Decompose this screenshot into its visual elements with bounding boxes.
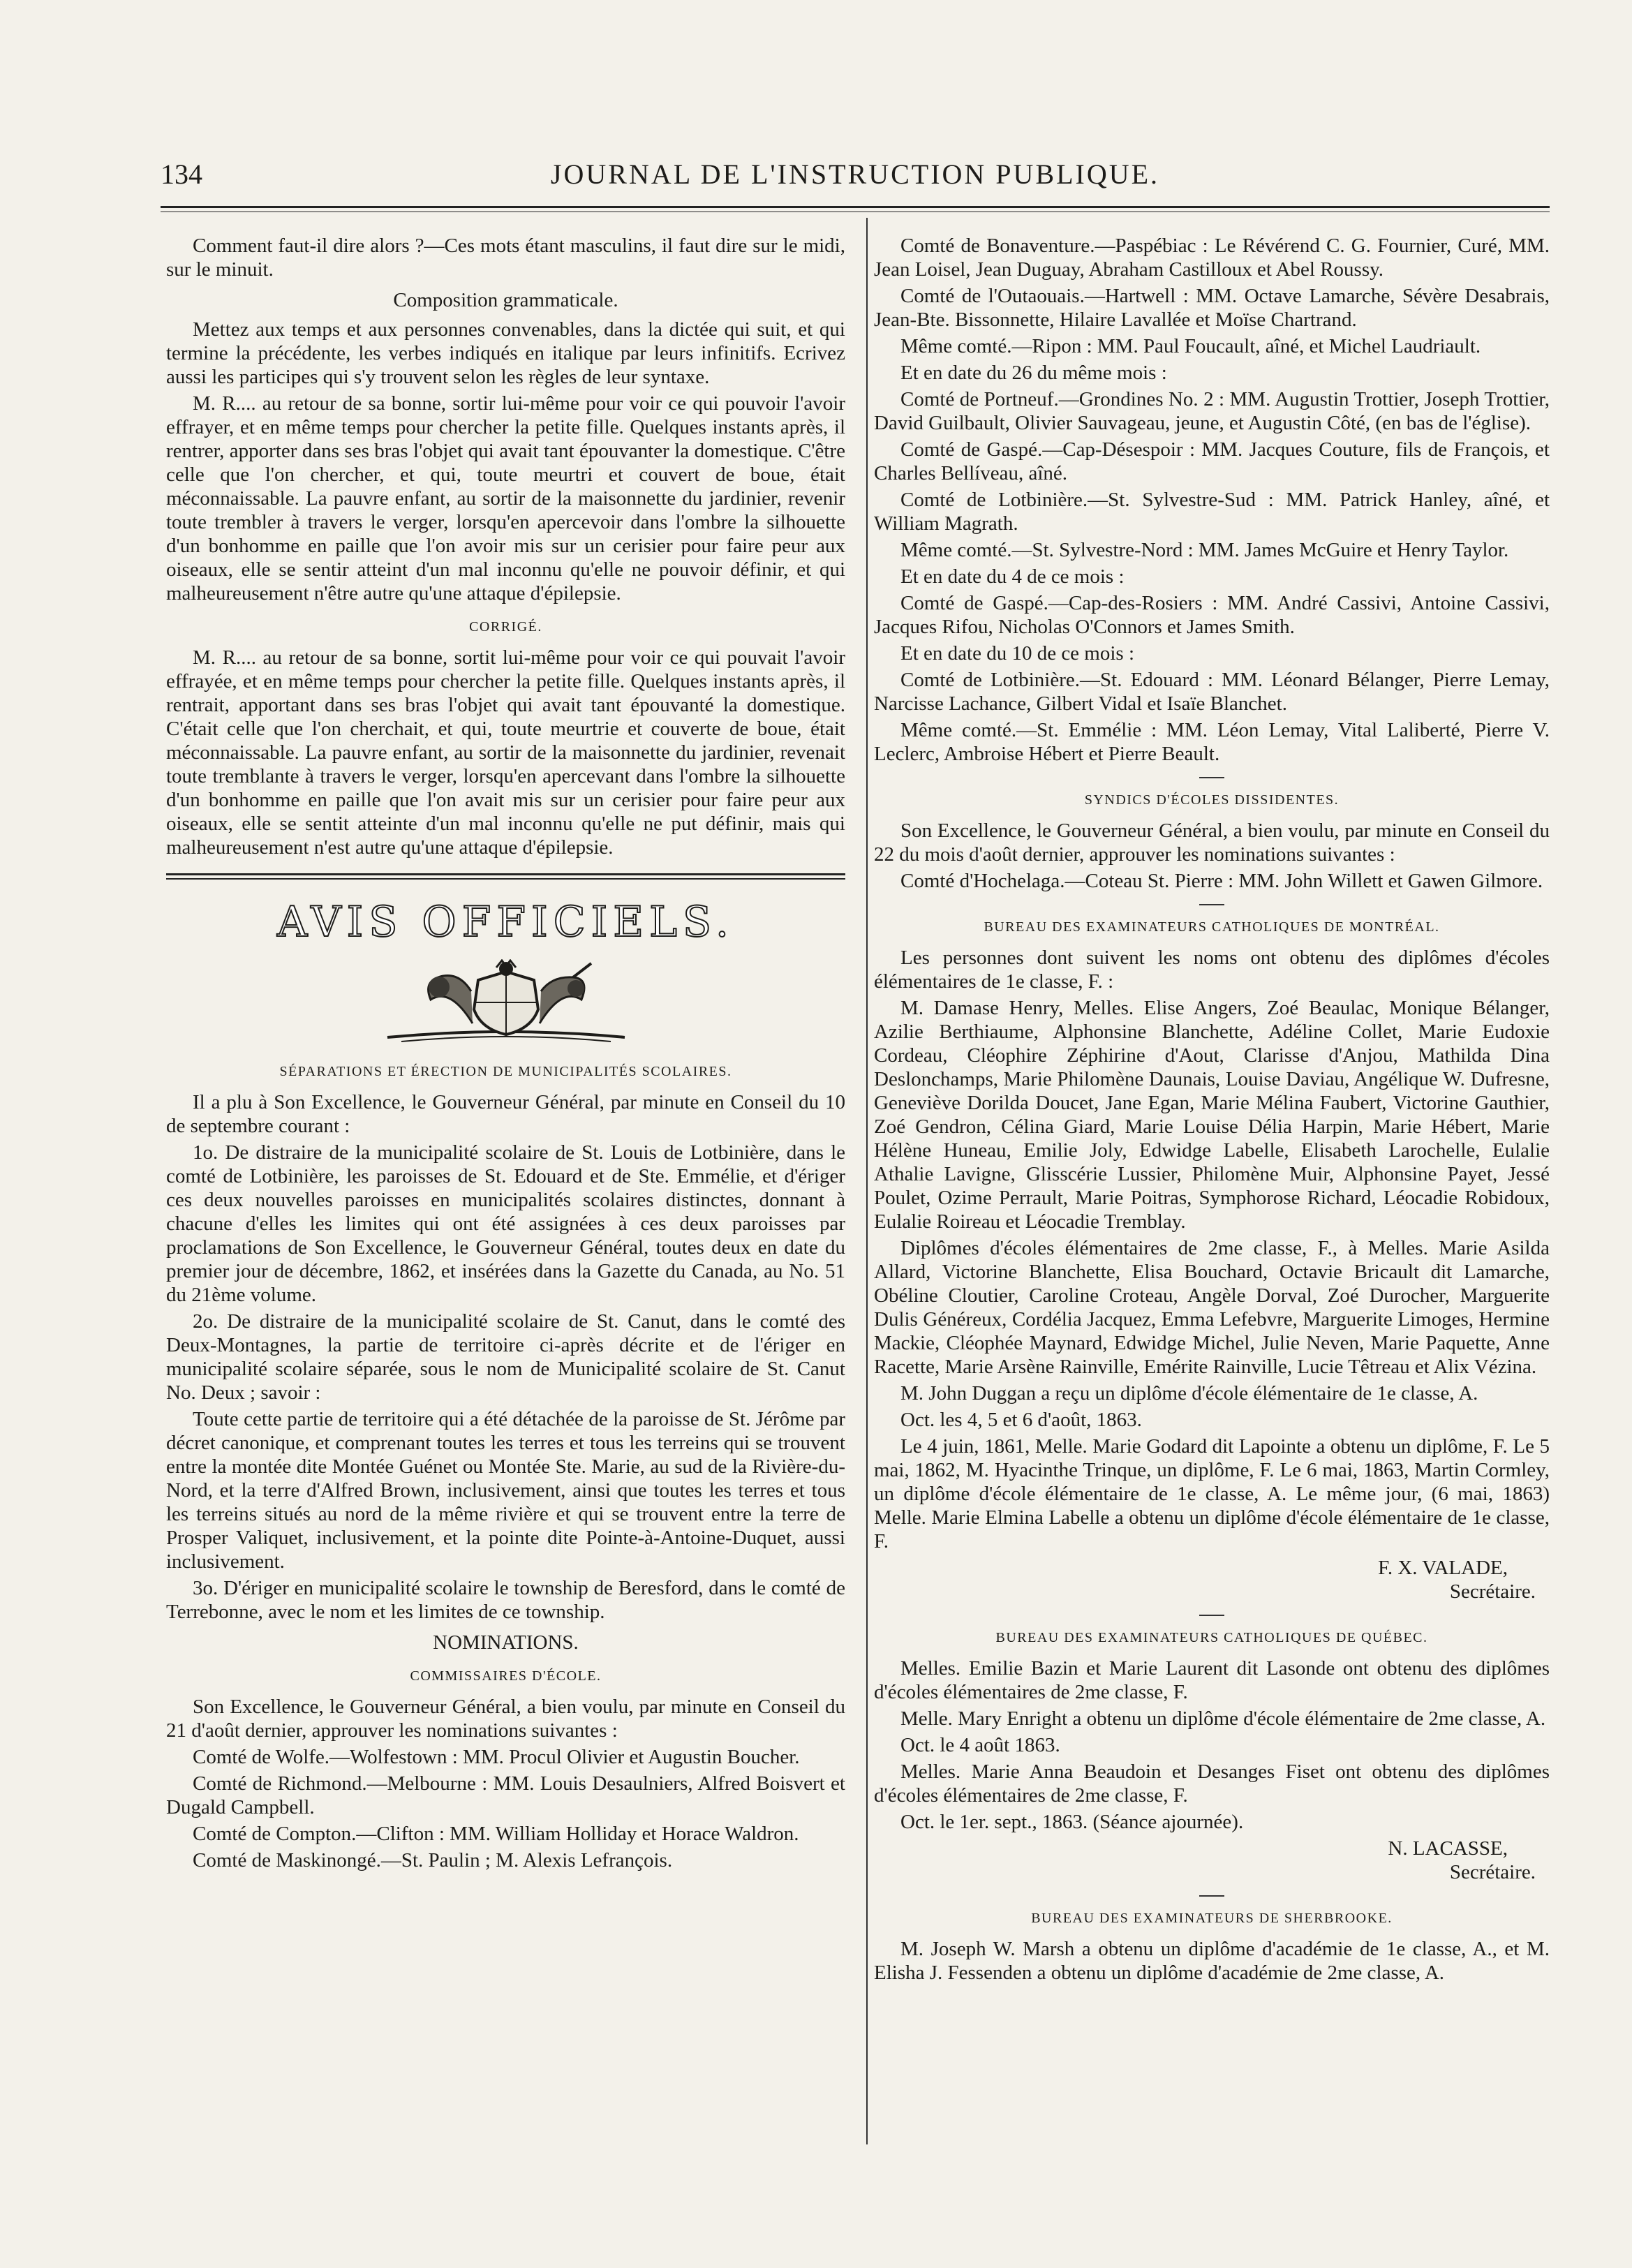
paragraph: Et en date du 10 de ce mois : <box>900 642 1135 665</box>
paragraph: 3o. D'ériger en municipalité scolaire le township de Beresford, dans le comté de Terrebonne, avec le nom et les limites de ce township. <box>166 1577 845 1623</box>
paragraph: M. Joseph W. Marsh a obtenu un diplôme d'académie de 1e classe, A., et M. Elisha J. Fessenden a obtenu un diplôme d'académie de 2me classe, A. <box>874 1938 1550 1984</box>
paragraph: Il a plu à Son Excellence, le Gouverneur Général, par minute en Conseil du 10 de septembre courant : <box>166 1091 845 1137</box>
paragraph: Oct. le 4 août 1863. <box>900 1734 1060 1756</box>
section-divider <box>1199 904 1224 905</box>
section-heading: BUREAU DES EXAMINATEURS CATHOLIQUES DE MONTRÉAL. <box>984 919 1440 935</box>
column-divider <box>866 218 868 2144</box>
section-heading: NOMINATIONS. <box>433 1631 579 1654</box>
left-column <box>166 234 845 1875</box>
paragraph: Comté de Compton.—Clifton : MM. William Holliday et Horace Waldron. <box>193 1823 799 1845</box>
paragraph: Diplômes d'écoles élémentaires de 2me classe, F., à Melles. Marie Asilda Allard, Victorine Blanchette, Elisa Bouchard, Octavie Bricault dit Lamarche, Obéline Cloutier, Caroline Croteau, Angèle Dorval, Zoé Durocher, Marguerite Dulis Généreux, Cordélia Jacquez, Emma Lefebvre, Marguerite Limoges, Hermine Mackie, Cléophée Maynard, Edwidge Michel, Julie Neven, Marie Paquette, Anne Racette, Marie Arsène Rainville, Emérite Rainville, Lucie Têtreau et Alix Vézina. <box>874 1237 1550 1378</box>
running-title: JOURNAL DE L'INSTRUCTION PUBLIQUE. <box>550 158 1160 190</box>
paragraph: Même comté.—St. Emmélie : MM. Léon Lemay, Vital Laliberté, Pierre V. Leclerc, Ambroise Hébert et Pierre Beault. <box>874 719 1550 765</box>
paragraph: Et en date du 26 du même mois : <box>900 362 1167 384</box>
paragraph: Comté de Portneuf.—Grondines No. 2 : MM. Augustin Trottier, Joseph Trottier, David Guilbault, Olivier Sauvageau, jeune, et Augustin Côté, (en bas de l'église). <box>874 388 1550 434</box>
coat-of-arms-emblem <box>373 959 639 1050</box>
avis-officiels-title: AVIS OFFICIELS. <box>277 898 734 947</box>
paragraph: Son Excellence, le Gouverneur Général, a bien voulu, par minute en Conseil du 21 d'août dernier, approuver les nominations suivantes : <box>166 1696 845 1742</box>
paragraph: Comté de Wolfe.—Wolfestown : MM. Procul Olivier et Augustin Boucher. <box>193 1746 800 1768</box>
paragraph: Oct. le 1er. sept., 1863. (Séance ajournée). <box>900 1811 1244 1833</box>
section-divider <box>1199 1895 1224 1897</box>
section-divider <box>1199 1615 1224 1616</box>
paragraph: Comté de l'Outaouais.—Hartwell : MM. Octave Lamarche, Sévère Desabrais, Jean-Bte. Bissonnette, Hilaire Lavallée et Moïse Chartrand. <box>874 285 1550 331</box>
section-heading: SÉPARATIONS ET ÉRECTION DE MUNICIPALITÉS SCOLAIRES. <box>279 1064 732 1079</box>
section-heading: SYNDICS D'ÉCOLES DISSIDENTES. <box>1084 792 1340 808</box>
paragraph: Son Excellence, le Gouverneur Général, a bien voulu, par minute en Conseil du 22 du mois d'août dernier, approuver les nominations suivantes : <box>874 820 1550 866</box>
signature-title: Secrétaire. <box>1449 1580 1536 1603</box>
header-rule <box>161 206 1550 212</box>
paragraph: Oct. les 4, 5 et 6 d'août, 1863. <box>900 1409 1142 1431</box>
right-column <box>874 234 1550 1987</box>
paragraph: Melle. Mary Enright a obtenu un diplôme d'école élémentaire de 2me classe, A. <box>900 1707 1546 1730</box>
section-heading: BUREAU DES EXAMINATEURS CATHOLIQUES DE QUÉBEC. <box>995 1630 1428 1645</box>
paragraph: Le 4 juin, 1861, Melle. Marie Godard dit Lapointe a obtenu un diplôme, F. Le 5 mai, 1862, M. Hyacinthe Trinque, un diplôme, F. Le 6 mai, 1863, Martin Cormley, un diplôme d'école élémentaire de 1e classe, A. Le même jour, (6 mai, 1863) Melle. Marie Elmina Labelle a obtenu un diplôme d'école élémentaire de 1e classe, F. <box>874 1435 1550 1552</box>
paragraph: Comté de Maskinongé.—St. Paulin ; M. Alexis Lefrançois. <box>193 1849 673 1872</box>
paragraph: Comment faut-il dire alors ?—Ces mots étant masculins, il faut dire sur le midi, sur le minuit. <box>166 235 845 281</box>
signature-title: Secrétaire. <box>1449 1861 1536 1883</box>
paragraph: Comté de Richmond.—Melbourne : MM. Louis Desaulniers, Alfred Boisvert et Dugald Campbell. <box>166 1772 845 1818</box>
section-heading: Composition grammaticale. <box>393 289 618 311</box>
paragraph: 2o. De distraire de la municipalité scolaire de St. Canut, dans le comté des Deux-Montagnes, la partie de territoire ci-après décrite et de l'ériger en municipalité scolaire séparée, sous le nom de Municipalité scolaire de St. Canut No. Deux ; savoir : <box>166 1310 845 1404</box>
paragraph: Comté de Bonaventure.—Paspébiac : Le Révérend C. G. Fournier, Curé, MM. Jean Loisel, Jean Duguay, Abraham Castilloux et Abel Roussy. <box>874 235 1550 281</box>
paragraph: Comté de Lotbinière.—St. Edouard : MM. Léonard Bélanger, Pierre Lemay, Narcisse Lachance, Gilbert Vidal et Isaïe Blanchet. <box>874 669 1550 715</box>
paragraph: M. Damase Henry, Melles. Elise Angers, Zoé Beaulac, Monique Bélanger, Azilie Berthiaume, Alphonsine Blanchette, Adéline Collet, Marie Eudoxie Cordeau, Cléophire Zéphirine d'Aout, Clarisse d'Anjou, Mathilda Dina Deslonchamps, Marie Philomène Daunais, Louise Daviau, Angélique W. Dufresne, Geneviève Dorilda Doucet, Jane Egan, Marie Mélina Faubert, Victorine Gauthier, Zoé Gendron, Célina Giard, Marie Louise Délia Harpin, Marie Hébert, Marie Hélène Huneau, Emilie Joly, Edwidge Labelle, Elisabeth Larochelle, Eulalie Athalie Lavigne, Glisscérie Lussier, Philomène Muir, Alphonsine Payet, Jessé Poulet, Ozime Perrault, Marie Poitras, Symphorose Richard, Léocadie Robidoux, Eulalie Roireau et Léocadie Tremblay. <box>874 997 1550 1233</box>
paragraph: 1o. De distraire de la municipalité scolaire de St. Louis de Lotbinière, dans le comté de Lotbinière, les paroisses de St. Edouard et de Ste. Emmélie, et d'ériger ces deux nouvelles paroisses en municipalités scolaires distinctes, donnant à chacune d'elles les limites qui ont été assignées à ces deux paroisses par proclamations de Son Excellence, le Gouverneur Général, toutes deux en date du premier jour de décembre, 1862, et insérées dans la Gazette du Canada, au No. 51 du 21ème volume. <box>166 1141 845 1306</box>
paragraph: Comté de Lotbinière.—St. Sylvestre-Sud : MM. Patrick Hanley, aîné, et William Magrath. <box>874 489 1550 535</box>
section-rule <box>166 873 845 880</box>
paragraph: Melles. Emilie Bazin et Marie Laurent dit Lasonde ont obtenu des diplômes d'écoles élémentaires de 2me classe, F. <box>874 1657 1550 1703</box>
signature-name: F. X. VALADE, <box>1378 1557 1508 1579</box>
page-number: 134 <box>161 158 202 190</box>
paragraph: Comté de Gaspé.—Cap-Désespoir : MM. Jacques Couture, fils de François, et Charles Bellíveau, aîné. <box>874 438 1550 484</box>
paragraph: Toute cette partie de territoire qui a été détachée de la paroisse de St. Jérôme par décret canonique, et comprenant toutes les terres et tous les terreins qui se trouvent entre la montée dite Montée Guénet ou Montée Ste. Marie, au sud de la Rivière-du-Nord, et la terre d'Alfred Brown, inclusivement, ainsi que toutes les terres et tous les terreins situés au nord de la même rivière et qui se trouvent entre la terre de Prosper Valiquet, inclusivement, et la pointe dite Pointe-à-Antoine-Duquet, aussi inclusivement. <box>166 1408 845 1573</box>
paragraph: Comté de Gaspé.—Cap-des-Rosiers : MM. André Cassivi, Antoine Cassivi, Jacques Rifou, Nicholas O'Connors et James Smith. <box>874 592 1550 638</box>
paragraph: Comté d'Hochelaga.—Coteau St. Pierre : MM. John Willett et Gawen Gilmore. <box>900 870 1543 892</box>
paragraph: Même comté.—St. Sylvestre-Nord : MM. James McGuire et Henry Taylor. <box>900 539 1509 561</box>
paragraph: Melles. Marie Anna Beaudoin et Desanges Fiset ont obtenu des diplômes d'écoles élémentaires de 2me classe, F. <box>874 1761 1550 1807</box>
paragraph: Mettez aux temps et aux personnes convenables, dans la dictée qui suit, et qui termine la précédente, les verbes indiqués en italique par leurs infinitifs. Ecrivez aussi les participes qui s'y trouvent selon les règles de leur syntaxe. <box>166 318 845 388</box>
signature-name: N. LACASSE, <box>1388 1837 1508 1860</box>
section-heading: BUREAU DES EXAMINATEURS DE SHERBROOKE. <box>1031 1911 1393 1926</box>
paragraph: M. John Duggan a reçu un diplôme d'école élémentaire de 1e classe, A. <box>900 1382 1478 1404</box>
page-header <box>161 158 1550 197</box>
paragraph: M. R.... au retour de sa bonne, sortir lui-même pour voir ce qui pouvoir l'avoir effrayer, et en même temps pour chercher la petite fille. Quelques instants après, il rentrer, apporter dans ses bras l'objet qui avait tant épouvanter la domestique. C'être celle que l'on chercher, et qui, toute meurtri et couvert de boue, était méconnaissable. La pauvre enfant, au sortir de la maisonnette du jardinier, revenir toute trembler à travers le verger, lorsqu'en apercevoir dans l'ombre la silhouette d'un bonhomme en paille que l'on avoir mis sur un cerisier pour faire peur aux oiseaux, elle se sentir atteint d'un mal inconnu qu'elle ne pouvoir définir, et qui malheureusement n'être autre qu'une attaque d'épilepsie. <box>166 392 845 605</box>
paragraph: Même comté.—Ripon : MM. Paul Foucault, aîné, et Michel Laudriault. <box>900 335 1481 357</box>
section-heading: COMMISSAIRES D'ÉCOLE. <box>410 1668 602 1684</box>
section-divider <box>1199 777 1224 778</box>
paragraph: Les personnes dont suivent les noms ont obtenu des diplômes d'écoles élémentaires de 1e classe, F. : <box>874 947 1550 993</box>
paragraph: Et en date du 4 de ce mois : <box>900 565 1125 588</box>
paragraph: M. R.... au retour de sa bonne, sortit lui-même pour voir ce qui pouvait l'avoir effrayée, et en même temps pour chercher la petite fille. Quelques instants après, il rentrait, apportant dans ses bras l'objet qui avait tant épouvanté la domestique. C'était celle que l'on cherchait, et qui, toute meurtrie et couverte de boue, était méconnaissable. La pauvre enfant, au sortir de la maisonnette du jardinier, revenait toute tremblante à travers le verger, lorsqu'en apercevant dans l'ombre la silhouette d'un bonhomme en paille que l'on avait mis sur un cerisier pour faire peur aux oiseaux, elle se sentit atteinte d'un mal inconnu qu'elle ne put définir, mais qui malheureusement n'est autre qu'une attaque d'épilepsie. <box>166 646 845 859</box>
section-heading: CORRIGÉ. <box>469 619 542 635</box>
